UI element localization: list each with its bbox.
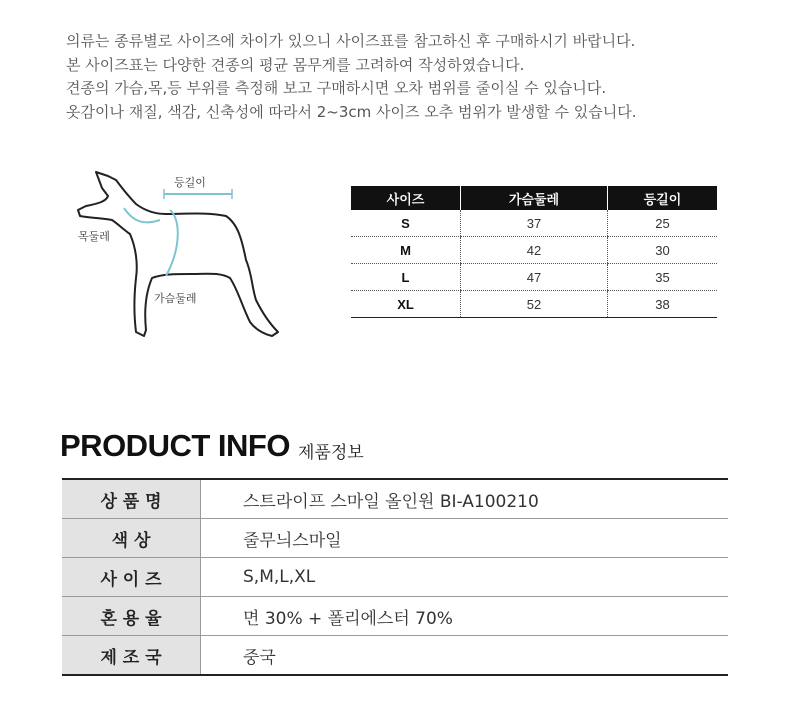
back-cell: 25 — [607, 210, 717, 237]
product-name-label: 상 품 명 — [62, 479, 201, 519]
size-cell: XL — [351, 291, 461, 318]
size-table-header-row — [351, 186, 717, 210]
size-label: 사 이 즈 — [62, 558, 201, 597]
table-row — [62, 519, 728, 558]
size-cell: M — [351, 237, 461, 264]
chest-label: 가슴둘레 — [154, 292, 197, 305]
chest-cell: 42 — [461, 237, 608, 264]
origin-value: 중국 — [201, 636, 729, 676]
product-info-subtitle: 제품정보 — [298, 443, 364, 463]
color-label: 색 상 — [62, 519, 201, 558]
size-cell: L — [351, 264, 461, 291]
size-value: S,M,L,XL — [201, 558, 729, 597]
size-cell: S — [351, 210, 461, 237]
notice-line: 의류는 종류별로 사이즈에 차이가 있으니 사이즈표를 참고하신 후 구매하시기 바랍니다. — [66, 32, 636, 50]
table-row — [62, 597, 728, 636]
color-value: 줄무늬스마일 — [201, 519, 729, 558]
chest-cell: 37 — [461, 210, 608, 237]
size-table — [351, 186, 717, 318]
back-cell: 38 — [607, 291, 717, 318]
material-value: 면 30% + 폴리에스터 70% — [201, 597, 729, 636]
table-row — [62, 479, 728, 519]
notice-line: 옷감이나 재질, 색감, 신축성에 따라서 2~3cm 사이즈 오추 범위가 발생할 수 있습니다. — [66, 102, 637, 121]
notice-line: 견종의 가슴,목,등 부위를 측정해 보고 구매하시면 오차 범위를 줄이실 수 있습니다. — [66, 79, 607, 97]
table-row — [351, 291, 717, 318]
size-header-cell: 사이즈 — [351, 186, 461, 210]
product-name-value: 스트라이프 스마일 올인원 BI-A100210 — [201, 479, 729, 519]
chest-cell: 52 — [461, 291, 608, 318]
notice-line: 본 사이즈표는 다양한 견종의 평균 몸무게를 고려하여 작성하였습니다. — [66, 55, 525, 74]
chest-cell: 47 — [461, 264, 608, 291]
size-notice — [66, 30, 766, 124]
back-cell: 30 — [607, 237, 717, 264]
back-length-label: 등길이 — [174, 176, 206, 189]
material-label: 혼 용 율 — [62, 597, 201, 636]
dog-measurement-diagram — [66, 160, 296, 350]
table-row — [351, 237, 717, 264]
table-row — [62, 558, 728, 597]
table-row — [62, 636, 728, 676]
table-row — [351, 210, 717, 237]
product-info-table — [62, 478, 728, 676]
chest-header-cell: 가슴둘레 — [461, 186, 608, 210]
table-row — [351, 264, 717, 291]
product-info-title: PRODUCT INFO — [60, 428, 290, 463]
origin-label: 제 조 국 — [62, 636, 201, 676]
back-header-cell: 등길이 — [607, 186, 717, 210]
neck-label: 목둘레 — [78, 230, 110, 243]
back-cell: 35 — [607, 264, 717, 291]
